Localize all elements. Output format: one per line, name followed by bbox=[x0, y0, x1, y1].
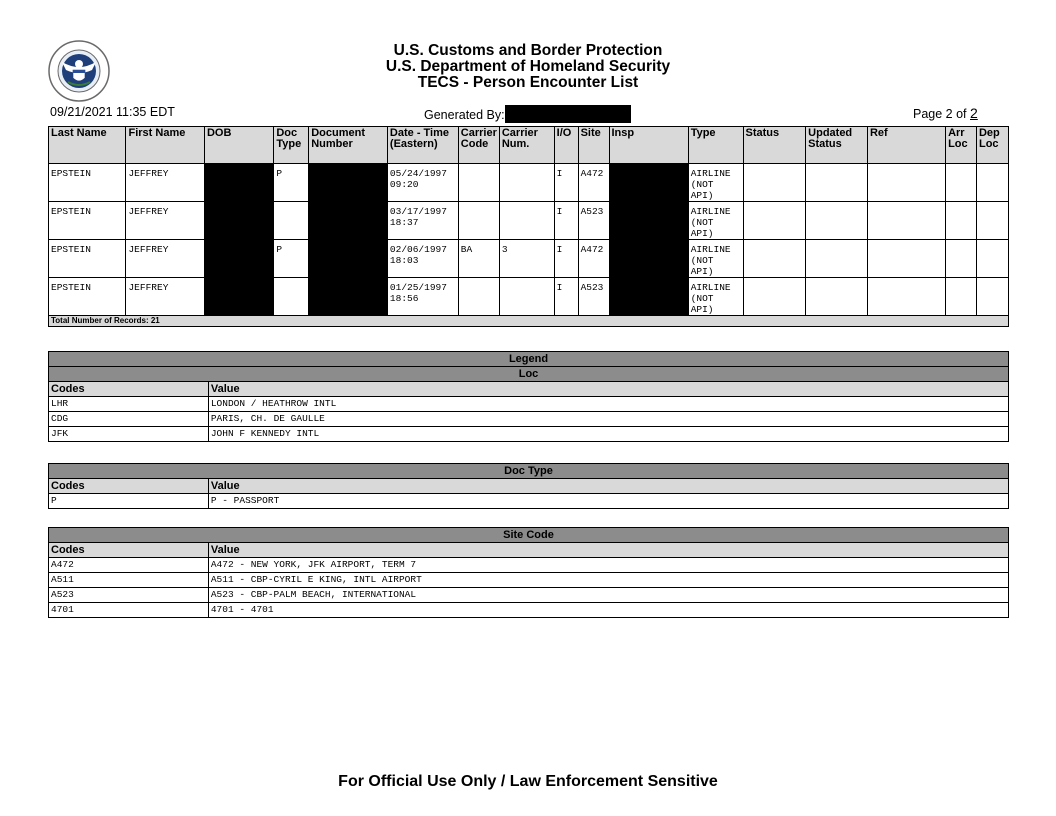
table-cell bbox=[946, 202, 977, 240]
redacted-cell bbox=[609, 278, 688, 316]
codes-header: Codes bbox=[49, 543, 209, 558]
cell-text: I bbox=[556, 244, 563, 255]
cell-text: I bbox=[556, 282, 563, 293]
column-header: Status bbox=[743, 127, 806, 164]
table-cell bbox=[126, 202, 204, 240]
column-header: Carrier Code bbox=[458, 127, 499, 164]
table-cell bbox=[867, 164, 945, 202]
cell-text: P bbox=[276, 168, 283, 179]
value-header: Value bbox=[208, 543, 1008, 558]
cell-text: JEFFREY bbox=[128, 244, 169, 255]
code-cell: A511 bbox=[49, 573, 209, 588]
table-row bbox=[49, 202, 1009, 240]
table-cell bbox=[578, 278, 609, 316]
table-cell bbox=[387, 164, 458, 202]
column-header: Ref bbox=[867, 127, 945, 164]
list-item bbox=[49, 412, 1009, 427]
value-cell: LONDON / HEATHROW INTL bbox=[208, 397, 1008, 412]
cell-text: AIRLINE bbox=[690, 244, 731, 255]
code-cell: LHR bbox=[49, 397, 209, 412]
table-cell bbox=[867, 240, 945, 278]
redacted-cell bbox=[309, 202, 388, 240]
cell-text: A472 bbox=[580, 244, 604, 255]
agency-title: U.S. Customs and Border Protection bbox=[393, 42, 663, 59]
cell-text: BA bbox=[460, 244, 473, 255]
list-item bbox=[49, 397, 1009, 412]
cell-text: EPSTEIN bbox=[51, 206, 91, 217]
table-cell bbox=[946, 164, 977, 202]
table-cell bbox=[806, 164, 868, 202]
table-cell bbox=[554, 164, 578, 202]
table-cell bbox=[126, 240, 204, 278]
table-cell bbox=[274, 202, 309, 240]
table-cell bbox=[499, 202, 554, 240]
cell-text: JEFFREY bbox=[128, 282, 169, 293]
code-cell: A523 bbox=[49, 588, 209, 603]
column-header: Site bbox=[578, 127, 609, 164]
cell-text: (NOT bbox=[690, 293, 714, 304]
redacted-cell bbox=[309, 240, 388, 278]
report-title: TECS - Person Encounter List bbox=[417, 74, 639, 91]
legend-site-code-table bbox=[48, 527, 1009, 618]
redacted-cell bbox=[204, 278, 273, 316]
cell-text: 18:56 bbox=[389, 293, 419, 304]
page-total: 2 bbox=[970, 105, 978, 121]
cell-text: 18:37 bbox=[389, 217, 419, 228]
value-cell: JOHN F KENNEDY INTL bbox=[208, 427, 1008, 442]
generated-by bbox=[424, 105, 631, 123]
cell-text: A523 bbox=[580, 206, 604, 217]
cell-text: EPSTEIN bbox=[51, 244, 91, 255]
column-header: Last Name bbox=[49, 127, 126, 164]
redacted-cell bbox=[204, 164, 273, 202]
total-records: Total Number of Records: 21 bbox=[49, 316, 1009, 327]
redacted-cell bbox=[204, 202, 273, 240]
value-cell: P - PASSPORT bbox=[208, 494, 1008, 509]
cell-text: 02/06/1997 bbox=[389, 244, 447, 255]
table-cell bbox=[126, 164, 204, 202]
table-cell bbox=[578, 202, 609, 240]
table-cell bbox=[867, 278, 945, 316]
table-cell bbox=[554, 202, 578, 240]
column-header: Doc Type bbox=[274, 127, 309, 164]
code-cell: JFK bbox=[49, 427, 209, 442]
cell-text: 05/24/1997 bbox=[389, 168, 447, 179]
codes-header: Codes bbox=[49, 479, 209, 494]
footer-classification: For Official Use Only / Law Enforcement Sensitive bbox=[338, 773, 718, 790]
list-item bbox=[49, 603, 1009, 618]
redacted-cell bbox=[309, 164, 388, 202]
table-cell bbox=[743, 202, 806, 240]
table-cell bbox=[274, 240, 309, 278]
redacted-cell bbox=[609, 240, 688, 278]
table-cell bbox=[578, 240, 609, 278]
page-label: Page 2 of bbox=[913, 107, 967, 121]
table-cell bbox=[387, 278, 458, 316]
table-cell bbox=[743, 278, 806, 316]
table-cell bbox=[554, 278, 578, 316]
value-cell: A511 - CBP-CYRIL E KING, INTL AIRPORT bbox=[208, 573, 1008, 588]
cell-text: API) bbox=[690, 266, 714, 277]
column-header: Carrier Num. bbox=[499, 127, 554, 164]
column-header: First Name bbox=[126, 127, 204, 164]
cell-text: EPSTEIN bbox=[51, 168, 91, 179]
code-cell: A472 bbox=[49, 558, 209, 573]
codes-header: Codes bbox=[49, 382, 209, 397]
table-cell bbox=[387, 240, 458, 278]
cell-text: AIRLINE bbox=[690, 282, 731, 293]
legend-loc-title: Loc bbox=[49, 367, 1009, 382]
table-cell bbox=[976, 278, 1008, 316]
cell-text: API) bbox=[690, 304, 714, 315]
value-cell: 4701 - 4701 bbox=[208, 603, 1008, 618]
table-cell bbox=[688, 278, 743, 316]
legend-doc-type-table bbox=[48, 463, 1009, 509]
redacted-cell bbox=[609, 164, 688, 202]
list-item bbox=[49, 573, 1009, 588]
cell-text: I bbox=[556, 168, 563, 179]
cell-text: (NOT bbox=[690, 255, 714, 266]
value-header: Value bbox=[208, 382, 1008, 397]
column-header: Type bbox=[688, 127, 743, 164]
value-cell: A523 - CBP-PALM BEACH, INTERNATIONAL bbox=[208, 588, 1008, 603]
table-cell bbox=[499, 278, 554, 316]
cell-text: 3 bbox=[501, 244, 508, 255]
table-cell bbox=[946, 240, 977, 278]
table-cell bbox=[49, 278, 126, 316]
page-indicator bbox=[913, 105, 978, 121]
redacted-cell bbox=[309, 278, 388, 316]
table-cell bbox=[458, 202, 499, 240]
report-timestamp: 09/21/2021 11:35 EDT bbox=[50, 105, 175, 119]
list-item bbox=[49, 427, 1009, 442]
column-header: Dep Loc bbox=[976, 127, 1008, 164]
list-item bbox=[49, 494, 1009, 509]
table-cell bbox=[274, 278, 309, 316]
table-row bbox=[49, 240, 1009, 278]
table-cell bbox=[49, 202, 126, 240]
encounter-table bbox=[48, 126, 1009, 327]
redacted-cell bbox=[204, 240, 273, 278]
code-cell: P bbox=[49, 494, 209, 509]
cell-text: P bbox=[276, 244, 283, 255]
column-header: Document Number bbox=[309, 127, 388, 164]
table-cell bbox=[49, 240, 126, 278]
cell-text: 03/17/1997 bbox=[389, 206, 447, 217]
cell-text: API) bbox=[690, 228, 714, 239]
table-cell bbox=[743, 240, 806, 278]
table-cell bbox=[126, 278, 204, 316]
list-item bbox=[49, 588, 1009, 603]
table-cell bbox=[458, 240, 499, 278]
table-cell bbox=[274, 164, 309, 202]
cell-text: EPSTEIN bbox=[51, 282, 91, 293]
table-header-row bbox=[49, 127, 1009, 164]
cell-text: A472 bbox=[580, 168, 604, 179]
table-row bbox=[49, 278, 1009, 316]
redaction-block bbox=[505, 105, 631, 123]
table-cell bbox=[688, 202, 743, 240]
list-item bbox=[49, 558, 1009, 573]
table-cell bbox=[867, 202, 945, 240]
value-cell: A472 - NEW YORK, JFK AIRPORT, TERM 7 bbox=[208, 558, 1008, 573]
table-cell bbox=[387, 202, 458, 240]
cell-text: I bbox=[556, 206, 563, 217]
table-cell bbox=[946, 278, 977, 316]
table-cell bbox=[458, 164, 499, 202]
column-header: Insp bbox=[609, 127, 688, 164]
table-cell bbox=[49, 164, 126, 202]
legend-site-code-title: Site Code bbox=[49, 528, 1009, 543]
value-header: Value bbox=[208, 479, 1008, 494]
table-cell bbox=[688, 164, 743, 202]
table-cell bbox=[976, 164, 1008, 202]
department-title: U.S. Department of Homeland Security bbox=[385, 58, 671, 75]
table-cell bbox=[806, 278, 868, 316]
cell-text: 01/25/1997 bbox=[389, 282, 447, 293]
table-cell bbox=[578, 164, 609, 202]
generated-by-label: Generated By: bbox=[424, 108, 505, 122]
cell-text: AIRLINE bbox=[690, 206, 731, 217]
table-cell bbox=[806, 202, 868, 240]
redacted-cell bbox=[609, 202, 688, 240]
cell-text: A523 bbox=[580, 282, 604, 293]
table-cell bbox=[458, 278, 499, 316]
cell-text: 09:20 bbox=[389, 179, 419, 190]
table-cell bbox=[806, 240, 868, 278]
table-cell bbox=[743, 164, 806, 202]
cell-text: JEFFREY bbox=[128, 168, 169, 179]
cell-text: (NOT bbox=[690, 217, 714, 228]
table-row bbox=[49, 164, 1009, 202]
table-cell bbox=[976, 202, 1008, 240]
table-cell bbox=[499, 240, 554, 278]
column-header: I/O bbox=[554, 127, 578, 164]
code-cell: 4701 bbox=[49, 603, 209, 618]
table-cell bbox=[554, 240, 578, 278]
legend-loc-table bbox=[48, 351, 1009, 442]
legend-title: Legend bbox=[49, 352, 1009, 367]
value-cell: PARIS, CH. DE GAULLE bbox=[208, 412, 1008, 427]
cell-text: JEFFREY bbox=[128, 206, 169, 217]
column-header: Updated Status bbox=[806, 127, 868, 164]
legend-doc-type-title: Doc Type bbox=[49, 464, 1009, 479]
code-cell: CDG bbox=[49, 412, 209, 427]
cell-text: (NOT bbox=[690, 179, 714, 190]
column-header: Date - Time (Eastern) bbox=[387, 127, 458, 164]
table-cell bbox=[688, 240, 743, 278]
cell-text: AIRLINE bbox=[690, 168, 731, 179]
column-header: DOB bbox=[204, 127, 273, 164]
column-header: Arr Loc bbox=[946, 127, 977, 164]
table-cell bbox=[499, 164, 554, 202]
table-cell bbox=[976, 240, 1008, 278]
total-row bbox=[49, 316, 1009, 327]
cell-text: 18:03 bbox=[389, 255, 419, 266]
cell-text: API) bbox=[690, 190, 714, 201]
